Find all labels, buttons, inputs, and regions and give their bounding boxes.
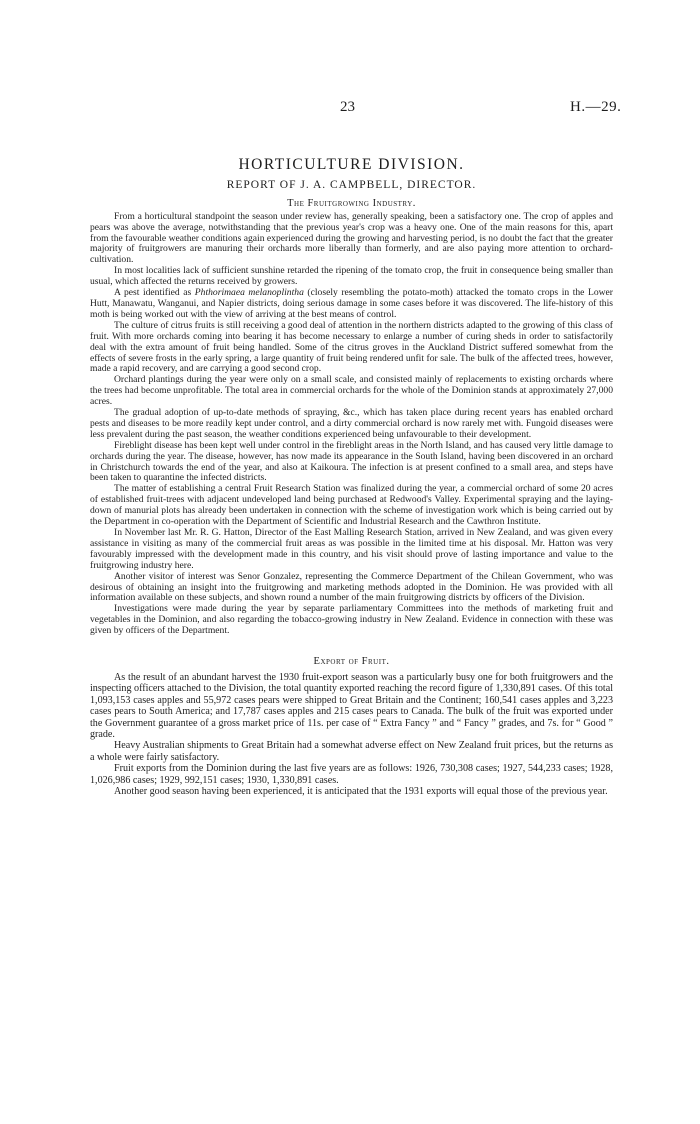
species-name: Phthorimaea melanoplintha xyxy=(194,287,304,299)
report-subtitle: REPORT OF J. A. CAMPBELL, DIRECTOR. xyxy=(226,178,477,191)
paper-reference: H.—29. xyxy=(570,99,622,115)
division-title: HORTICULTURE DIVISION. xyxy=(238,156,465,173)
paragraph: In most localities lack of sufficient sunshine retarded the ripening of the tomato crop, the fruit in consequence being smaller than usual, which affected the returns received by growers. xyxy=(90,265,613,288)
paragraph: Another good season having been experienced, it is anticipated that the 1931 exports will equal those of the previous year. xyxy=(114,786,608,798)
section-heading: Export of Fruit. xyxy=(313,656,390,668)
paragraph-text: A pest identified as xyxy=(114,287,195,299)
report-body xyxy=(90,156,614,798)
paragraph: Heavy Australian shipments to Great Britain had a somewhat adverse effect on New Zealand fruit prices, but the returns as a whole were fairly satisfactory. xyxy=(90,740,613,763)
paragraph: From a horticultural standpoint the season under review has, generally speaking, been a satisfactory one. The crop of apples and pears was above the average, notwithstanding that the previous year's crop was a heavy one. One of the main reasons for this, apart from the favourable weather conditions again experienced during the growing and harvesting period, is no doubt the fact that the greater majority of fruitgrowers are manuring their orchards more liberally than formerly, and are also paying more attention to orchard-cultivation. xyxy=(90,210,613,266)
paragraph: Orchard plantings during the year were only on a small scale, and consisted mainly of replacements to existing orchards where the trees had become unprofitable. The total area in commercial orchards for the whole of the Dominion stands at approximately 27,000 acres. xyxy=(90,374,613,408)
paragraph: Fireblight disease has been kept well under control in the fireblight areas in the North Island, and has caused very little damage to orchards during the year. The disease, however, has now made its appearance in the South Island, having been discovered in an orchard in Christchurch towards the end of the year, and also at Kaikoura. The infection is at present confined to a small area, and steps have been taken to quarantine the infected districts. xyxy=(90,439,613,484)
paragraph xyxy=(90,288,613,321)
paragraph: As the result of an abundant harvest the 1930 fruit-export season was a particularly busy one for both fruitgrowers and the inspecting officers attached to the Division, the total quantity exported reaching the record figure of 1,330,891 cases. Of this total 1,093,153 cases apples and 55,972 cases pears were shipped to Great Britain and the Continent; 160,541 cases apples and 3,223 cases pears to South America; and 17,787 cases apples and 215 cases pears to Canada. The bulk of the fruit was exported under the Government guarantee of a gross market price of 11s. per case of “ Extra Fancy ” and “ Fancy ” grades, and 7s. for “ Good ” grade. xyxy=(90,671,613,740)
paragraph: Fruit exports from the Dominion during the last five years are as follows: 1926, 730,308 cases; 1927, 544,233 cases; 1928, 1,026,986 cases; 1929, 992,151 cases; 1930, 1,330,891 cases. xyxy=(90,763,613,786)
page-number: 23 xyxy=(340,99,355,115)
section-fruitgrowing-industry xyxy=(90,199,613,637)
paragraph: The culture of citrus fruits is still receiving a good deal of attention in the northern districts adapted to the growing of this class of fruit. With more orchards coming into bearing it has become necessary to enlarge a number of curing sheds in order to satisfactorily deal with the extra amount of fruit being handled. Some of the citrus groves in the Auckland District suffered somewhat from the effects of severe frosts in the early spring, a large quantity of fruit being rendered unfit for sale. The bulk of the affected trees, however, made a rapid recovery, and are carrying a good second crop. xyxy=(90,319,613,375)
section-export-of-fruit xyxy=(90,657,613,797)
paragraph-text: (closely resembling the potato-moth) attacked the tomato crops in the Lower Hutt, Manawatu, Wanganui, and Napier districts, doing serious damage in some cases before it was discovered. The life-history of this moth is being worked out with the view of arriving at the best means of control. xyxy=(90,287,614,320)
paragraph: The matter of establishing a central Fruit Research Station was finalized during the year, a commercial orchard of some 20 acres of established fruit-trees with adjacent undeveloped land being purchased at Redwood's Valley. Experimental spraying and the laying-down of manurial plots has already been undertaken in connection with the scheme of investigation work which is being carried out by the Department in co-operation with the Department of Scientific and Industrial Research and the Cawthron Institute. xyxy=(90,483,613,528)
paragraph: Investigations were made during the year by separate parliamentary Committees into the methods of marketing fruit and vegetables in the Dominion, and also regarding the tobacco-growing industry in New Zealand. Evidence in connection with these was given by officers of the Department. xyxy=(90,603,613,637)
section-heading: The Fruitgrowing Industry. xyxy=(287,197,416,209)
paragraph: In November last Mr. R. G. Hatton, Director of the East Malling Research Station, arrived in New Zealand, and was given every assistance in visiting as many of the commercial fruit areas as was possible in the limited time at his disposal. Mr. Hatton was very favourably impressed with the development made in this country, and his visit should prove of lasting importance and value to the fruitgrowing industry here. xyxy=(90,527,613,571)
paragraph: The gradual adoption of up-to-date methods of spraying, &c., which has taken place during recent years has enabled orchard pests and diseases to be more readily kept under control, and a dirty commercial orchard is now rarely met with. Fungoid diseases were less prevalent during the past season, the weather conditions experienced being unfavourable to their development. xyxy=(90,407,613,440)
paragraph: Another visitor of interest was Senor Gonzalez, representing the Commerce Department of the Chilean Government, who was desirous of obtaining an insight into the fruitgrowing and marketing methods adopted in the Dominion. He was provided with all information available on these subjects, and shown round a number of the main fruitgrowing districts by officers of the Division. xyxy=(90,570,613,604)
